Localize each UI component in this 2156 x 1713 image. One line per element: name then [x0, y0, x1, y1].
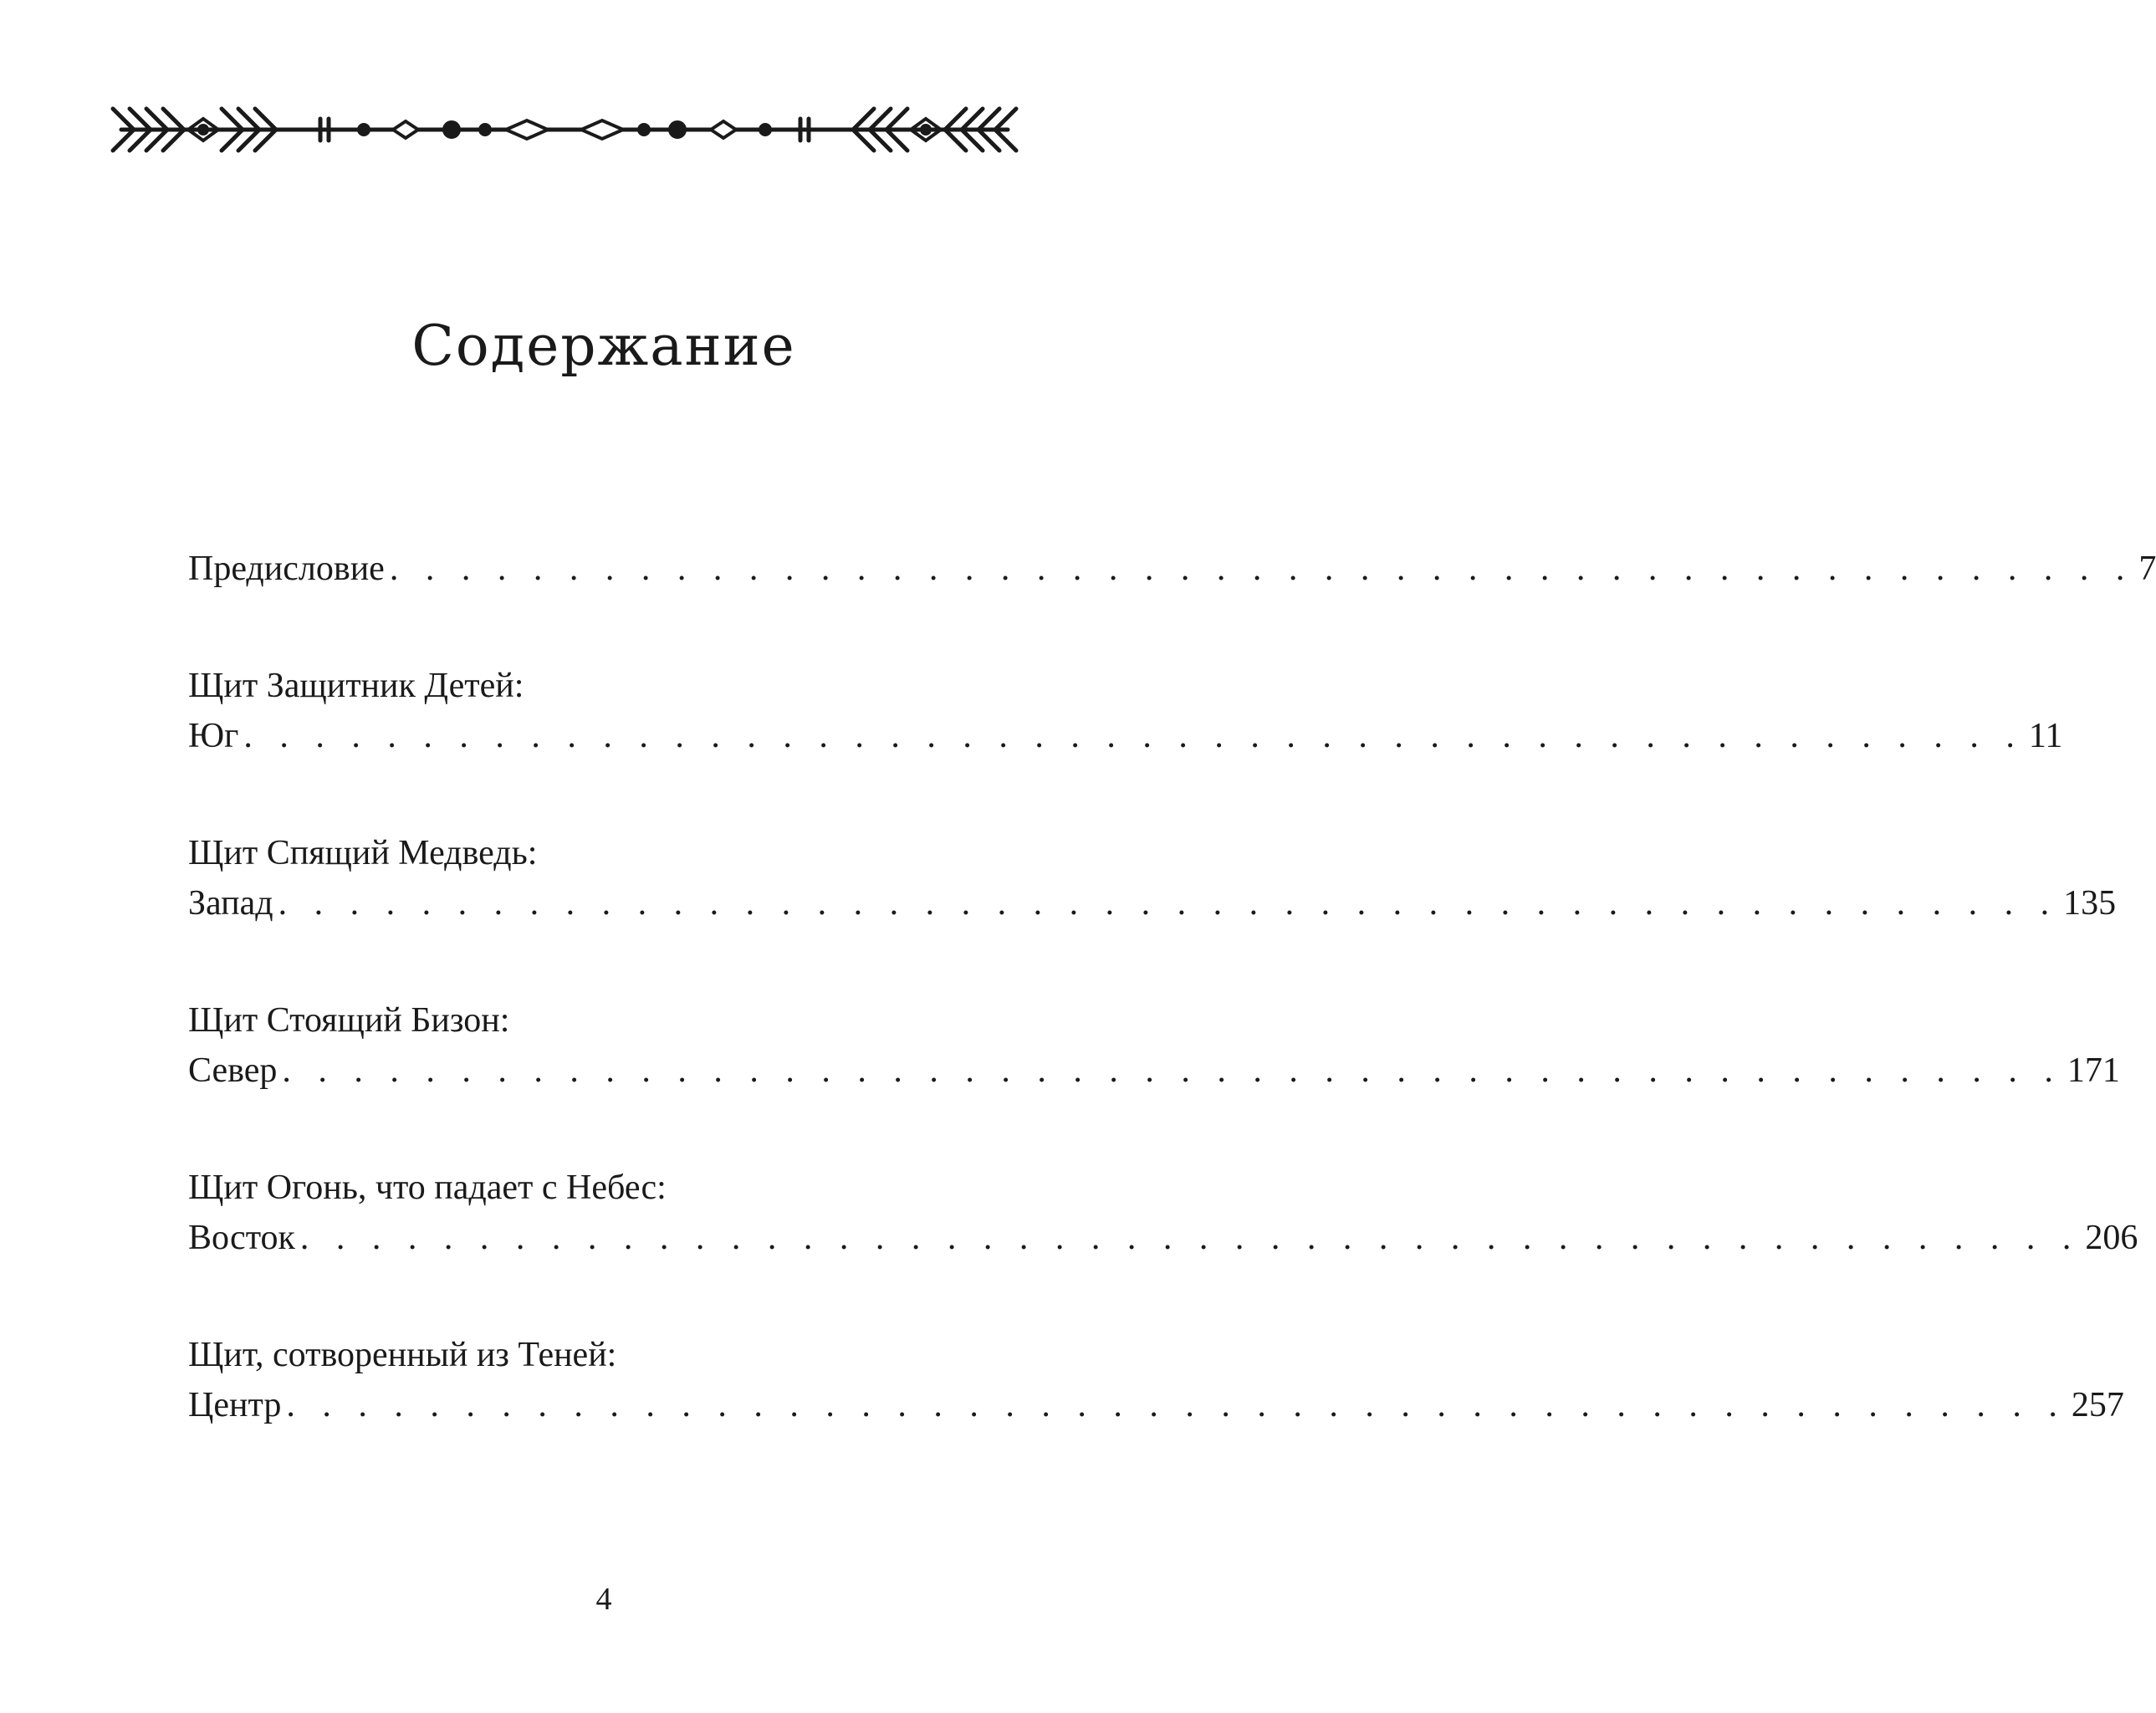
toc-page-number: 7	[2138, 550, 2156, 588]
toc-entry	[188, 1330, 2124, 1430]
toc-entry-label: Предисловие	[188, 550, 385, 588]
toc-entry-heading: Щит Защитник Детей:	[188, 667, 524, 705]
page-number: 4	[595, 1582, 612, 1617]
toc-entry	[188, 995, 2120, 1096]
toc-page-number: 11	[2028, 717, 2063, 755]
toc-line	[188, 1380, 2124, 1430]
toc-entry-label: Север	[188, 1051, 278, 1090]
toc-entry-label: Восток	[188, 1219, 295, 1257]
toc-line	[188, 1213, 2138, 1263]
toc-entry	[188, 1163, 2138, 1263]
toc-page-number: 257	[2071, 1386, 2124, 1424]
toc-entry-heading: Щит Стоящий Бизон:	[188, 1001, 510, 1040]
toc-entry-heading: Щит, сотворенный из Теней:	[188, 1336, 617, 1374]
toc-entry-label: Центр	[188, 1386, 282, 1424]
toc-entry	[188, 544, 2156, 594]
toc-entry-heading: Щит Спящий Медведь:	[188, 834, 538, 872]
toc-page-number: 171	[2067, 1051, 2120, 1090]
table-of-contents	[188, 544, 2156, 1497]
arrow-ornament-icon	[105, 100, 1024, 159]
toc-entry-heading: Щит Огонь, что падает с Небес:	[188, 1168, 667, 1207]
toc-line	[188, 711, 2063, 761]
toc-line	[188, 1046, 2120, 1096]
toc-line	[188, 544, 2156, 594]
toc-entry	[188, 661, 2063, 761]
dot-leader: . . . . . . . . . . . . . . . . . . . . . . . . . . . . . . . . . . . . . . . . . . . . . . . . . .	[299, 1219, 2081, 1257]
dot-leader: . . . . . . . . . . . . . . . . . . . . . . . . . . . . . . . . . . . . . . . . . . . . . . . . . .	[278, 884, 2059, 923]
toc-entry-label: Юг	[188, 717, 239, 755]
toc-page-number: 135	[2063, 884, 2117, 923]
dot-leader: . . . . . . . . . . . . . . . . . . . . . . . . . . . . . . . . . . . . . . . . . . . . . . . . . .	[282, 1051, 2062, 1090]
dot-leader: . . . . . . . . . . . . . . . . . . . . . . . . . . . . . . . . . . . . . . . . . . . . . . . . . .	[243, 717, 2024, 755]
toc-entry	[188, 828, 2117, 928]
dot-leader: . . . . . . . . . . . . . . . . . . . . . . . . . . . . . . . . . . . . . . . . . . . . . . . . . .	[286, 1386, 2067, 1424]
toc-line	[188, 878, 2117, 928]
toc-entry-label: Запад	[188, 884, 273, 923]
page-title: Содержание	[411, 314, 796, 378]
toc-page-number: 206	[2085, 1219, 2138, 1257]
dot-leader: . . . . . . . . . . . . . . . . . . . . . . . . . . . . . . . . . . . . . . . . . . . . . . . . .	[389, 550, 2134, 588]
